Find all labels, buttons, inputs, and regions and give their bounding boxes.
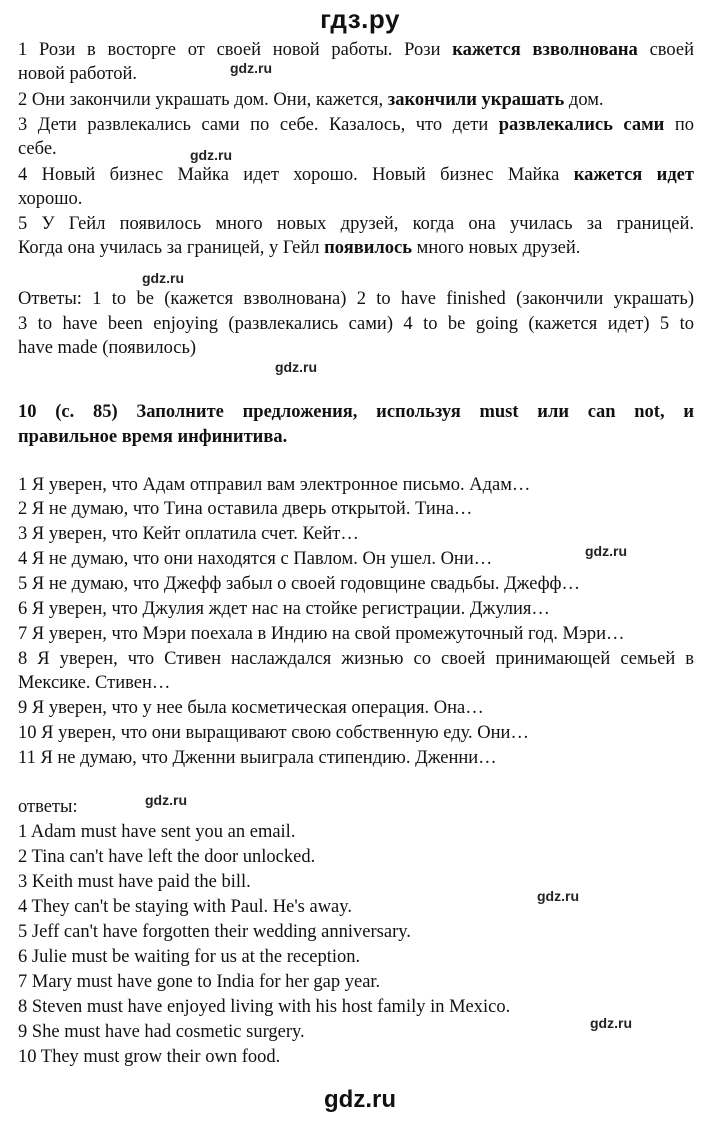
exercise-item: 9 Я уверен, что у нее была косметическая операция. Она… [18, 698, 484, 718]
exercise-item: 5 Я не думаю, что Джефф забыл о своей годовщине свадьбы. Джефф… [18, 574, 581, 594]
exercise-item: 3 Я уверен, что Кейт оплатила счет. Кейт… [18, 524, 359, 544]
answers-line-3: have made (появилось) [18, 338, 197, 358]
watermark: gdz.ru [537, 888, 579, 904]
answers-line-2: 3 to have been enjoying (развлекались сами) 4 to be going (кажется идет) 5 to [18, 314, 694, 334]
translation-2: 2 Они закончили украшать дом. Они, кажется, закончили украшать дом. [18, 90, 604, 110]
watermark: gdz.ru [190, 147, 232, 163]
exercise-item: 7 Я уверен, что Мэри поехала в Индию на свой промежуточный год. Мэри… [18, 624, 625, 644]
translation-4-line-2: хорошо. [18, 189, 83, 209]
exercise-item: 11 Я не думаю, что Дженни выиграла стипендию. Дженни… [18, 748, 497, 768]
exercise-title-line-2: правильное время инфинитива. [18, 427, 288, 447]
watermark: gdz.ru [142, 270, 184, 286]
exercise-item: 4 Я не думаю, что они находятся с Павлом. Он ушел. Они… [18, 549, 493, 569]
answer-item: 5 Jeff can't have forgotten their wedding anniversary. [18, 922, 411, 942]
translation-1-line-2: новой работой. [18, 64, 138, 84]
answer-item: 1 Adam must have sent you an email. [18, 822, 296, 842]
watermark: gdz.ru [275, 359, 317, 375]
answer-item: 7 Mary must have gone to India for her gap year. [18, 972, 381, 992]
watermark: gdz.ru [230, 60, 272, 76]
exercise-item: 6 Я уверен, что Джулия ждет нас на стойке регистрации. Джулия… [18, 599, 550, 619]
translation-4-line-1: 4 Новый бизнес Майка идет хорошо. Новый бизнес Майка кажется идет [18, 165, 694, 185]
translation-3-line-2: себе. [18, 139, 57, 159]
watermark: gdz.ru [590, 1015, 632, 1031]
answer-item: 3 Keith must have paid the bill. [18, 872, 251, 892]
exercise-title-line-1: 10 (с. 85) Заполните предложения, используя must или can not, и [18, 402, 694, 422]
answer-item: 6 Julie must be waiting for us at the reception. [18, 947, 361, 967]
answer-item: 9 She must have had cosmetic surgery. [18, 1022, 305, 1042]
exercise-item: 1 Я уверен, что Адам отправил вам электронное письмо. Адам… [18, 475, 531, 495]
answer-item: 10 They must grow their own food. [18, 1047, 281, 1067]
exercise-item: 10 Я уверен, что они выращивают свою собственную еду. Они… [18, 723, 529, 743]
exercise-item: 8 Я уверен, что Стивен наслаждался жизнью со своей принимающей семьей в [18, 649, 694, 669]
answer-item: 4 They can't be staying with Paul. He's away. [18, 897, 352, 917]
translation-5-line-1: 5 У Гейл появилось много новых друзей, когда она училась за границей. [18, 214, 694, 234]
answer-item: 8 Steven must have enjoyed living with his host family in Mexico. [18, 997, 511, 1017]
footer-watermark: gdz.ru [324, 1086, 396, 1113]
translation-5-line-2: Когда она училась за границей, у Гейл появилось много новых друзей. [18, 238, 581, 258]
watermark: gdz.ru [145, 792, 187, 808]
exercise-item-continued: Мексике. Стивен… [18, 673, 171, 693]
answers-line-1: Ответы: 1 to be (кажется взволнована) 2 to have finished (закончили украшать) [18, 289, 694, 309]
site-header: гдз.ру [320, 4, 400, 34]
answer-item: 2 Tina can't have left the door unlocked. [18, 847, 316, 867]
exercise-item: 2 Я не думаю, что Тина оставила дверь открытой. Тина… [18, 499, 473, 519]
watermark: gdz.ru [585, 543, 627, 559]
answers-label: ответы: [18, 797, 78, 817]
translation-1-line-1: 1 Рози в восторге от своей новой работы. Рози кажется взволнована своей [18, 40, 694, 60]
translation-3-line-1: 3 Дети развлекались сами по себе. Казалось, что дети развлекались сами по [18, 115, 694, 135]
